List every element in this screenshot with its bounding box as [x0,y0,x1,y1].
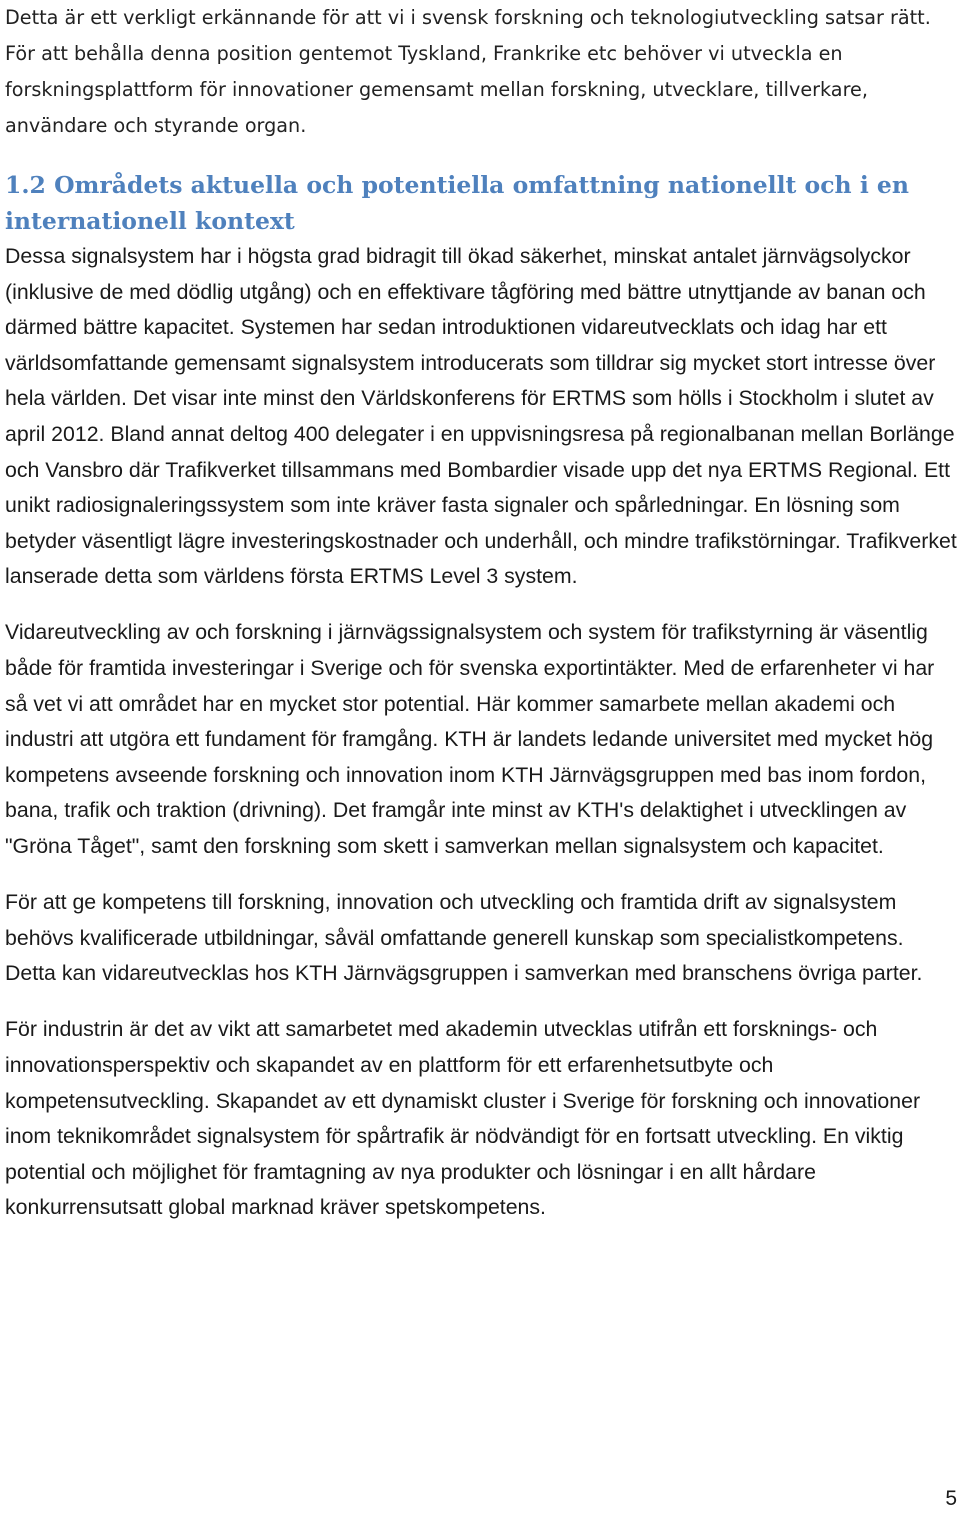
document-page [5,0,957,1226]
section-heading: 1.2 Områdets aktuella och potentiella omfattning nationellt och i en internationell kontext [5,171,909,235]
body-paragraph-4: För industrin är det av vikt att samarbetet med akademin utvecklas utifrån ett forsknings- och innovationsperspektiv och skapandet av en plattform för ett erfarenhetsutbyte och kompetensutveckling. Skapandet av ett dynamiskt cluster i Sverige för forskning och innovationer inom teknikområdet signalsystem för spårtrafik är nödvändigt för en fortsatt utveckling. En viktig potential och möjlighet för framtagning av nya produkter och lösningar i en allt hårdare konkurrensutsatt global marknad kräver spetskompetens. [5,1017,921,1220]
body-paragraph-2: Vidareutveckling av och forskning i järnvägssignalsystem och system för trafikstyrning är väsentlig både för framtida investeringar i Sverige och för svenska exportintäkter. Med de erfarenheter vi har så vet vi att området har en mycket stor potential. Här kommer samarbete mellan akademi och industri att utgöra ett fundament för framgång. KTH är landets ledande universitet med mycket hög kompetens avseende forskning och innovation inom KTH Järnvägsgruppen med bas inom fordon, bana, trafik och traktion (drivning). Det framgår inte minst av KTH's delaktighet i utvecklingen av "Gröna Tåget", samt den forskning som skett i samverkan mellan signalsystem och kapacitet. [5,620,935,858]
page-number: 5 [945,1487,957,1510]
body-paragraph-1: Dessa signalsystem har i högsta grad bidragit till ökad säkerhet, minskat antalet järnvägsolyckor (inklusive de med dödlig utgång) och en effektivare tågföring med bättre utnyttjande av banan och därmed bättre kapacitet. Systemen har sedan introduktionen vidareutvecklats och idag har ett världsomfattande gemensamt signalsystem introducerats som tilldrar sig mycket stort intresse över hela världen. Det visar inte minst den Världskonferens för ERTMS som hölls i Stockholm i slutet av april 2012. Bland annat deltog 400 delegater i en uppvisningsresa på regionalbanan mellan Borlänge och Vansbro där Trafikverket tillsammans med Bombardier visade upp det nya ERTMS Regional. Ett unikt radiosignaleringssystem som inte kräver fasta signaler och spårledningar. En lösning som betyder väsentligt lägre investeringskostnader och underhåll, och mindre trafikstörningar. Trafikverket lanserade detta som världens första ERTMS Level 3 system. [5,244,957,589]
body-paragraph-3: För att ge kompetens till forskning, innovation och utveckling och framtida drift av signalsystem behövs kvalificerade utbildningar, såväl omfattande generell kunskap som specialistkompetens. Detta kan vidareutvecklas hos KTH Järnvägsgruppen i samverkan med branschens övriga parter. [5,890,923,986]
intro-paragraph: Detta är ett verkligt erkännande för att vi i svensk forskning och teknologiutveckling satsar rätt. För att behålla denna position gentemot Tyskland, Frankrike etc behöver vi utveckla en forskningsplattform för innovationer gemensamt mellan forskning, utvecklare, tillverkare, användare och styrande organ. [5,6,931,137]
